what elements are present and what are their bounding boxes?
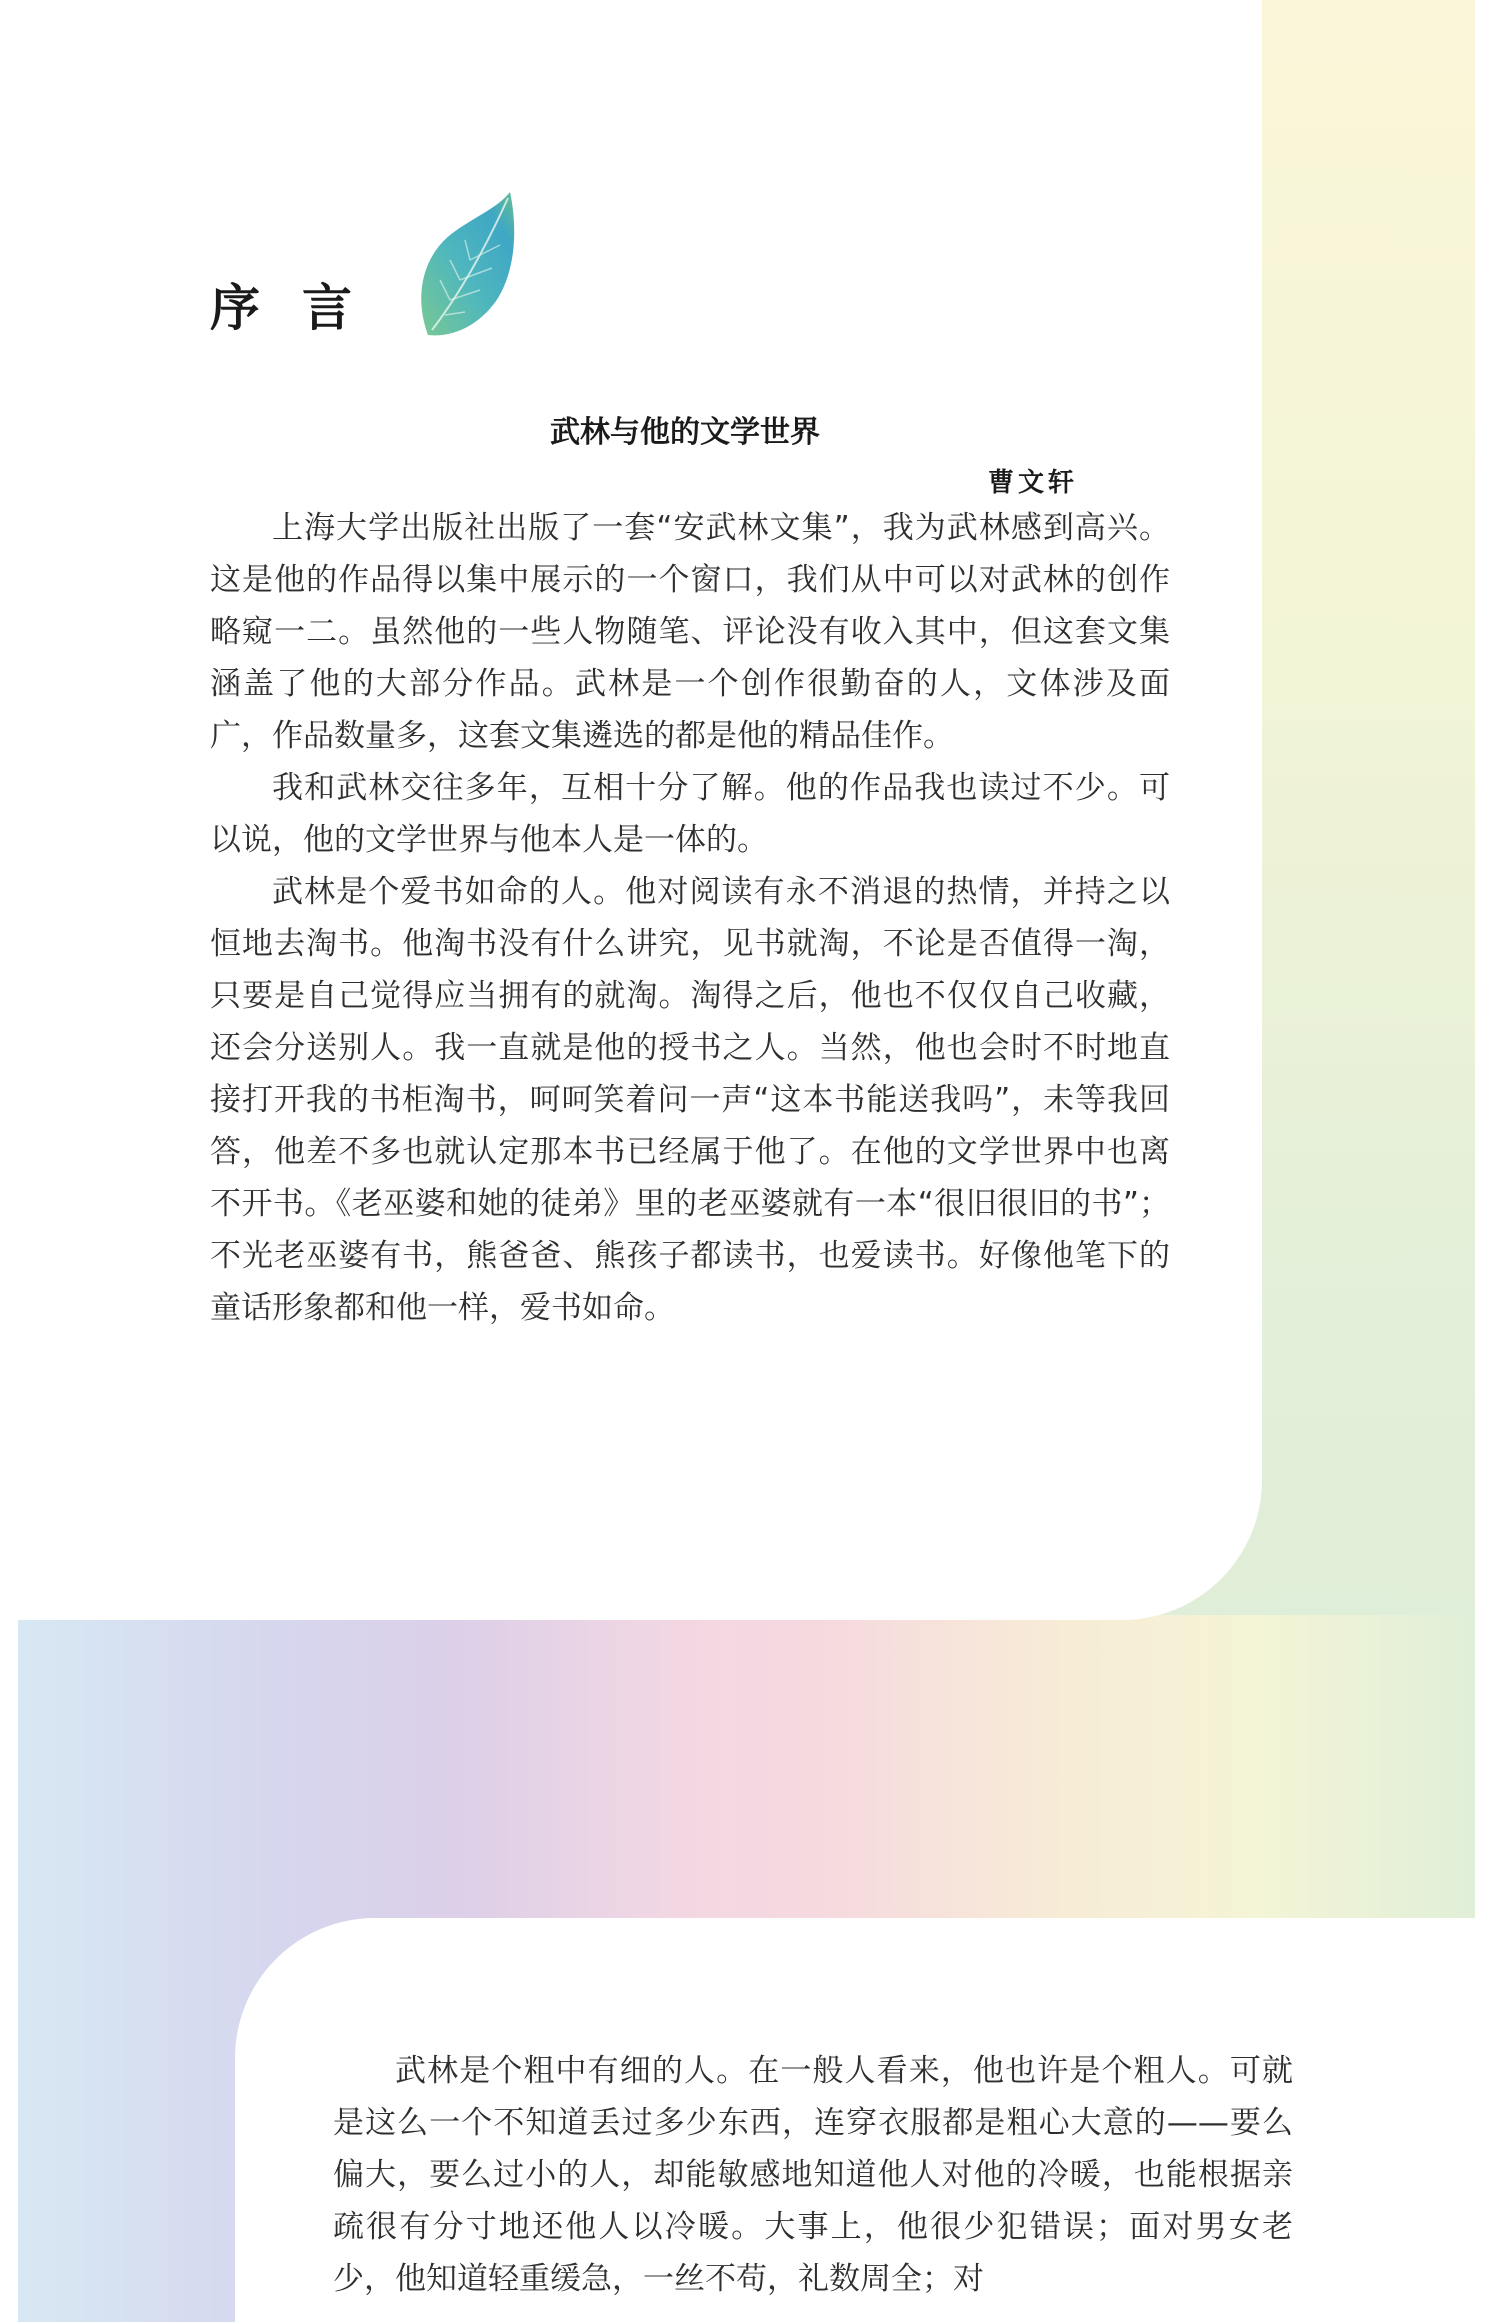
leaf-icon [410, 190, 520, 340]
article-author: 曹文轩 [988, 468, 1079, 498]
article-title: 武林与他的文学世界 [550, 415, 820, 450]
paragraph: 武林是个爱书如命的人。他对阅读有永不消退的热情，并持之以恒地去淘书。他淘书没有什么讲究，见书就淘，不论是否值得一淘，只要是自己觉得应当拥有的就淘。淘得之后，他也不仅仅自己收藏，还会分送别人。我一直就是他的授书之人。当然，他也会时不时地直接打开我的书柜淘书，呵呵笑着问一声“这本书能送我吗”，未等我回答，他差不多也就认定那本书已经属于他了。在他的文学世界中也离不开书。《老巫婆和她的徒弟》里的老巫婆就有一本“很旧很旧的书”；不光老巫婆有书，熊爸爸、熊孩子都读书，也爱读书。好像他笔下的童话形象都和他一样，爱书如命。 [210, 874, 1170, 1326]
paragraph: 上海大学出版社出版了一套“安武林文集”，我为武林感到高兴。这是他的作品得以集中展示的一个窗口，我们从中可以对武林的创作略窥一二。虽然他的一些人物随笔、评论没有收入其中，但这套文集涵盖了他的大部分作品。武林是一个创作很勤奋的人，文体涉及面广，作品数量多，这套文集遴选的都是他的精品佳作。 [210, 510, 1170, 754]
section-heading: 序言 [210, 278, 394, 337]
article-body [210, 502, 1170, 1334]
paragraph: 我和武林交往多年，互相十分了解。他的作品我也读过不少。可以说，他的文学世界与他本人是一体的。 [210, 770, 1170, 858]
article-continuation [333, 2045, 1293, 2322]
paragraph: 武林是个粗中有细的人。在一般人看来，他也许是个粗人。可就是这么一个不知道丢过多少东西，连穿衣服都是粗心大意的——要么偏大，要么过小的人，却能敏感地知道他人对他的冷暖，也能根据亲疏很有分寸地还他人以冷暖。大事上，他很少犯错误；面对男女老少，他知道轻重缓急，一丝不苟，礼数周全；对 [333, 2053, 1293, 2297]
